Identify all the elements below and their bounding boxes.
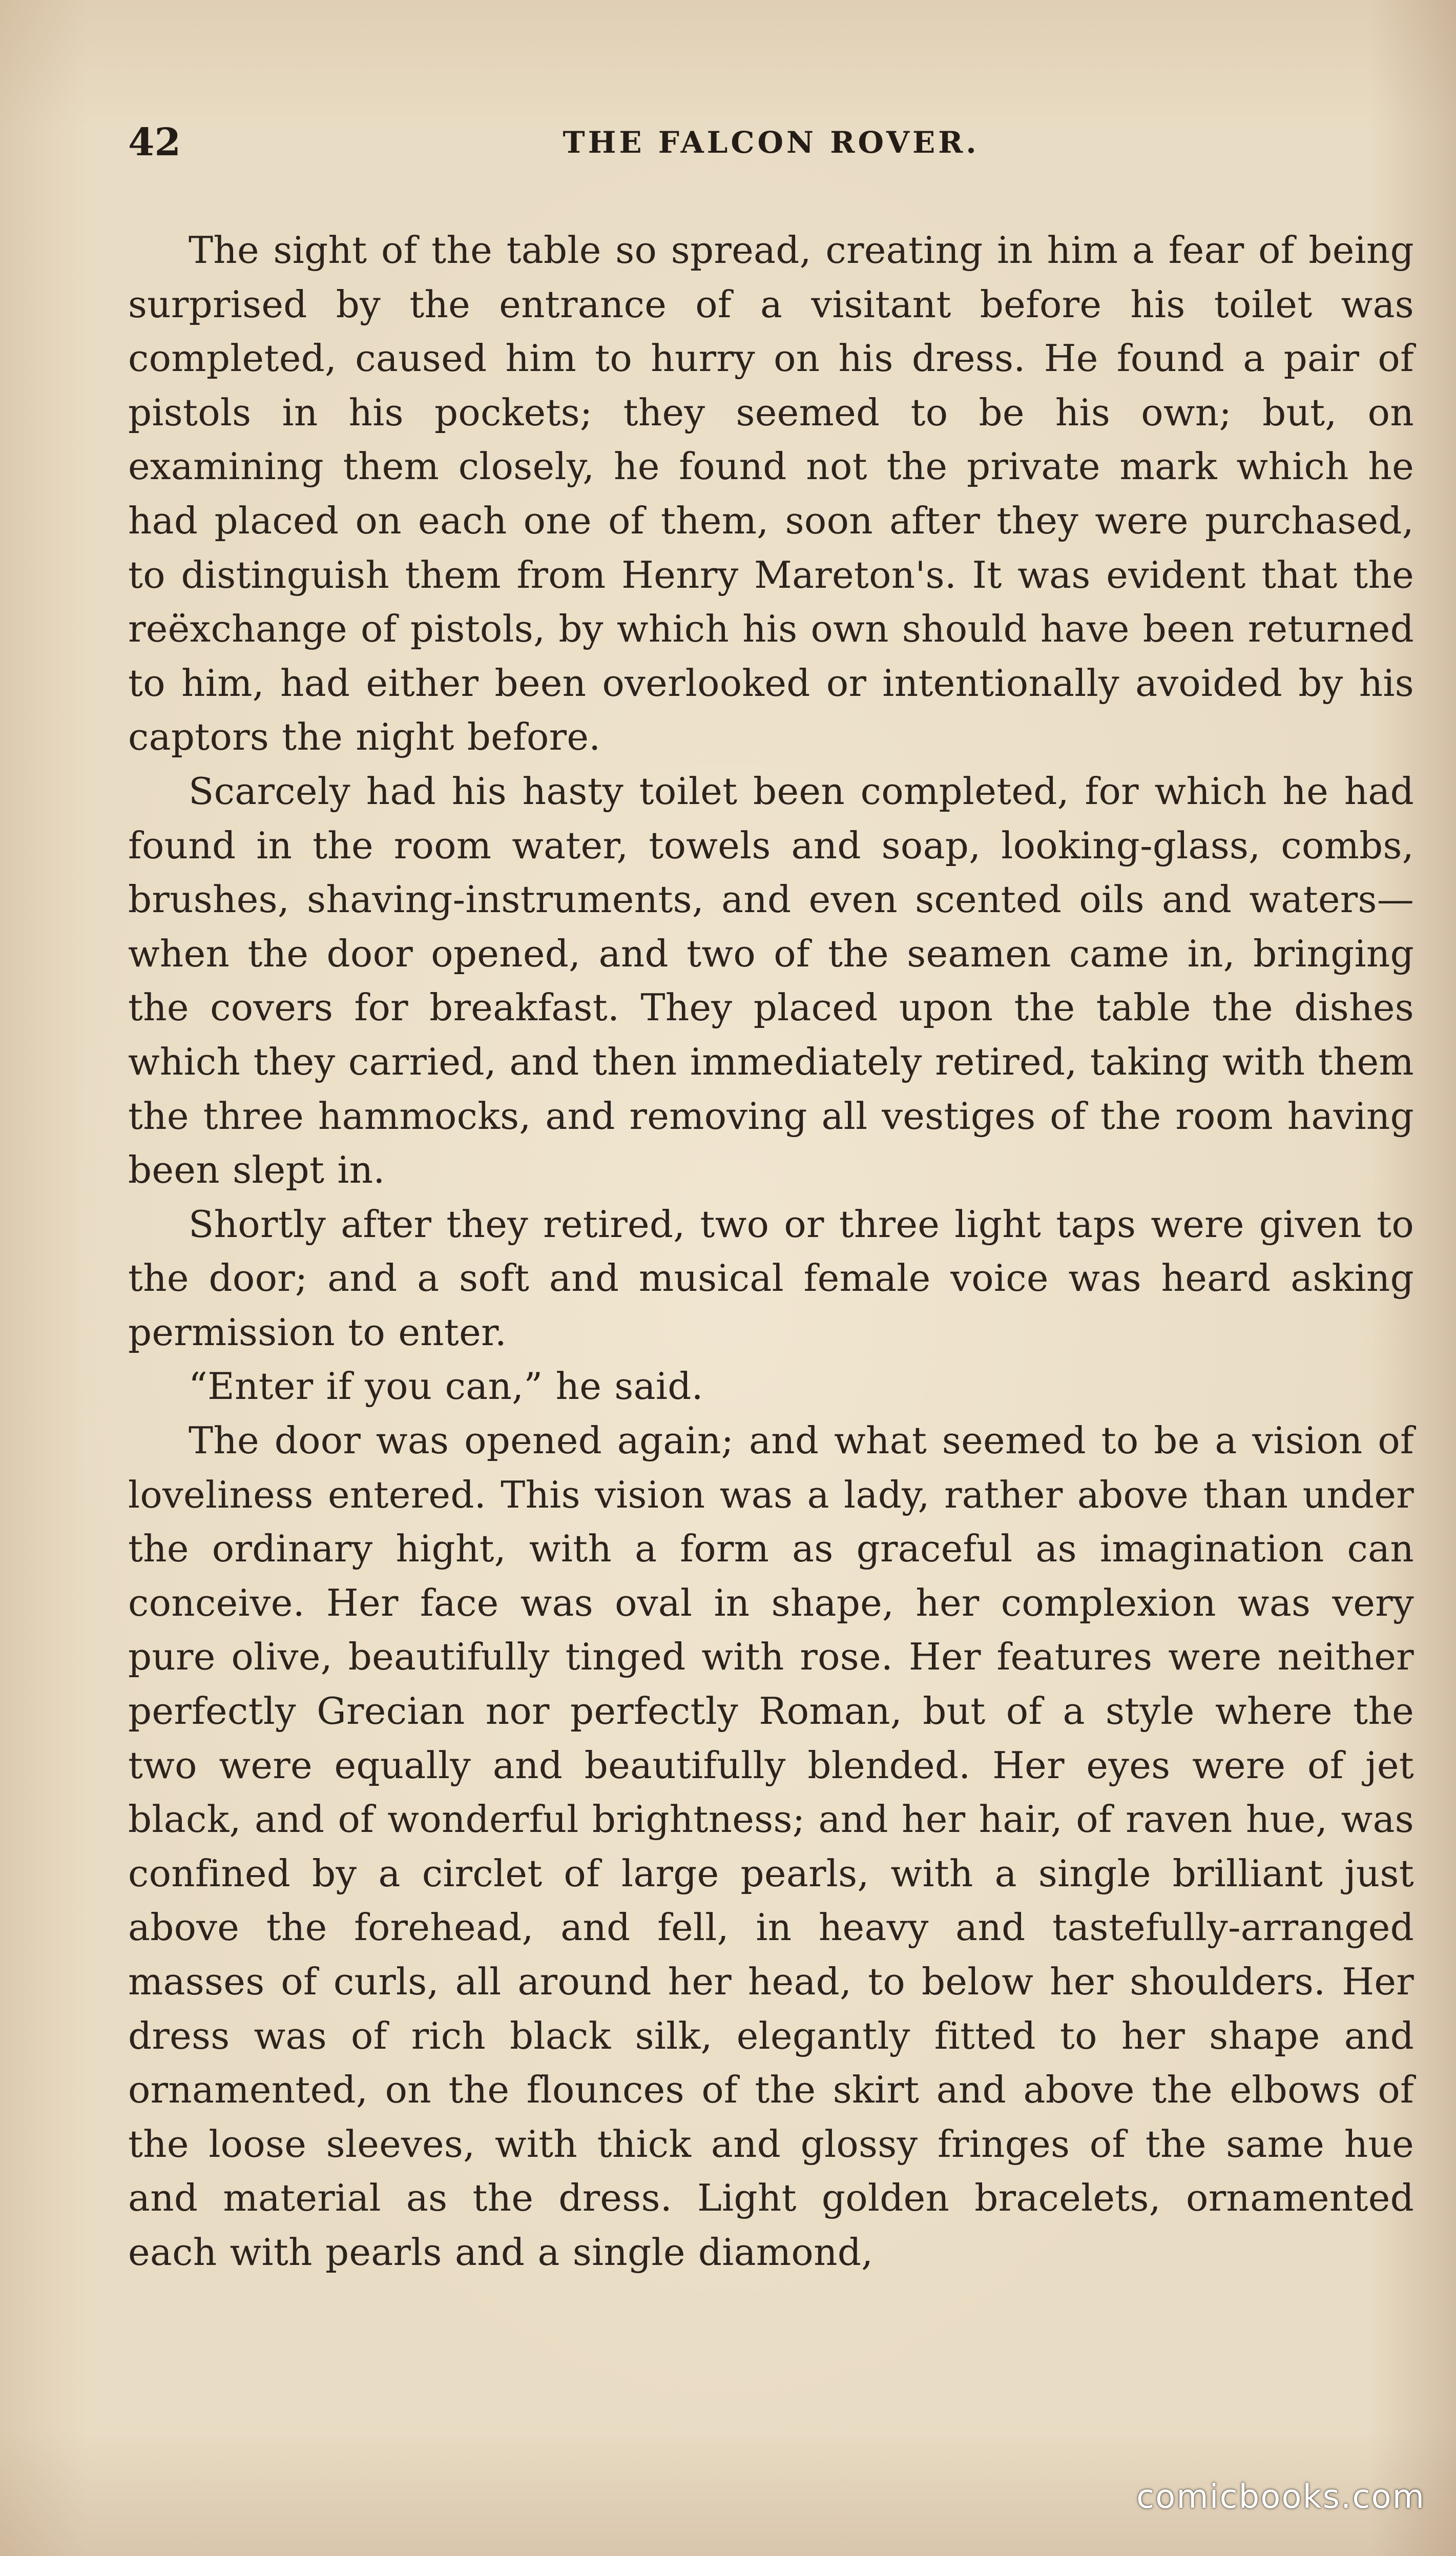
- paragraph: “Enter if you can,” he said.: [189, 1365, 703, 1408]
- running-head: THE FALCON ROVER.: [563, 125, 980, 160]
- body-text: [128, 223, 1414, 2280]
- paragraph: Scarcely had his hasty toilet been completed, for which he had found in the room water, towels and soap, looking-glass, combs, brushes, shaving-instruments, and even scented oils and waters—when the door opened, and two of the seamen came in, bringing the covers for breakfast. They placed upon the table the dishes which they carried, and then immediately retired, taking with them the three hammocks, and removing all vestiges of the room having been slept in.: [128, 769, 1414, 1192]
- paragraph: Shortly after they retired, two or three light taps were given to the door; and a soft and musical female voice was heard asking permission to enter.: [128, 1202, 1414, 1354]
- page-header: [128, 112, 1414, 173]
- paragraph: The door was opened again; and what seemed to be a vision of loveliness entered. This vision was a lady, rather above than under the ordinary hight, with a form as graceful as imagination can conceive. Her face was oval in shape, her complexion was very pure olive, beautifully tinged with rose. Her features were neither perfectly Grecian nor perfectly Roman, but of a style where the two were equally and beautifully blended. Her eyes were of jet black, and of wonderful brightness; and her hair, of raven hue, was confined by a circlet of large pearls, with a single brilliant just above the forehead, and fell, in heavy and tastefully-arranged masses of curls, all around her head, to below her shoulders. Her dress was of rich black silk, elegantly fitted to her shape and ornamented, on the flounces of the skirt and above the elbows of the loose sleeves, with thick and glossy fringes of the same hue and material as the dress. Light golden bracelets, ornamented each with pearls and a single diamond,: [128, 1419, 1414, 2274]
- page-number: 42: [128, 120, 181, 164]
- paragraph: The sight of the table so spread, creating in him a fear of being surprised by the entrance of a visitant before his toilet was completed, caused him to hurry on his dress. He found a pair of pistols in his pockets; they seemed to be his own; but, on examining them closely, he found not the private mark which he had placed on each one of them, soon after they were purchased, to distinguish them from Henry Mareton's. It was evident that the reëxchange of pistols, by which his own should have been returned to him, had either been overlooked or intentionally avoided by his captors the night before.: [128, 229, 1414, 759]
- watermark: comicbooks.com: [1136, 2478, 1425, 2516]
